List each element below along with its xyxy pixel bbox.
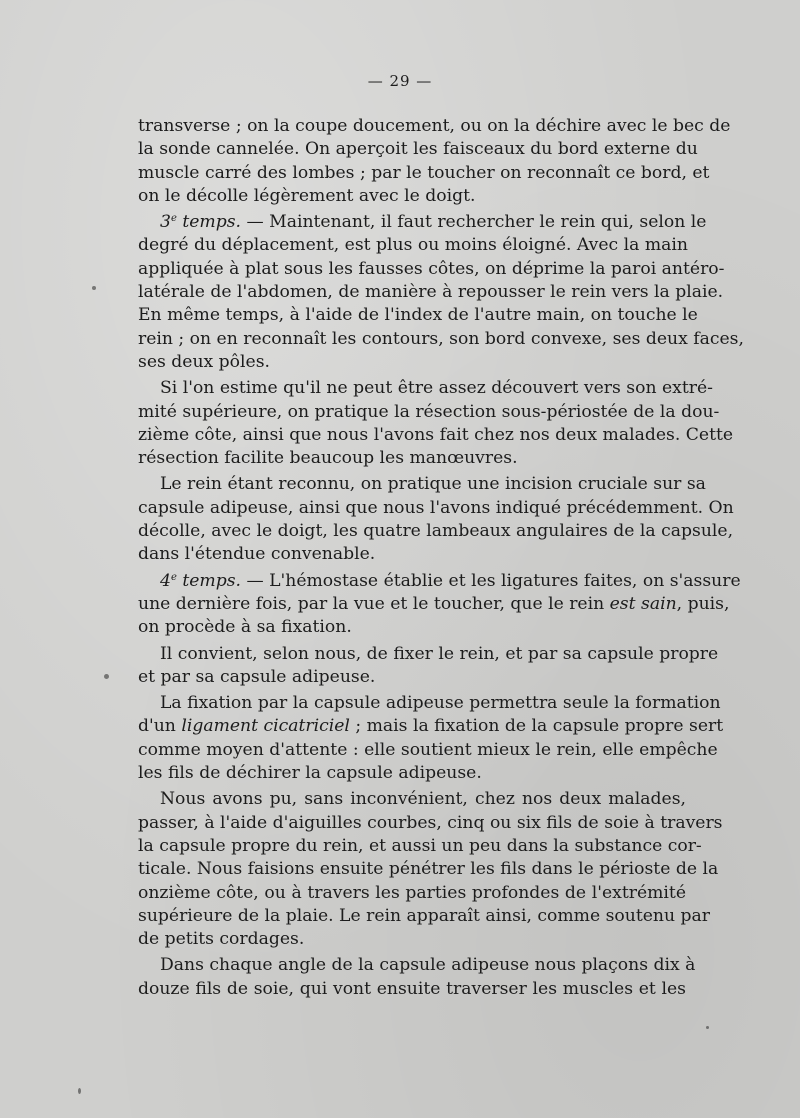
- text-run: capsule adipeuse, ainsi que nous l'avons indiqué précédemment. On: [138, 497, 734, 518]
- text-run: Il convient, selon nous, de fixer le rein, et par sa capsule propre: [160, 643, 719, 664]
- text-line: [138, 692, 721, 715]
- text-line: [138, 666, 686, 689]
- text-line: [138, 351, 686, 374]
- text-run: et par sa capsule adipeuse.: [138, 666, 376, 687]
- text-line: [138, 739, 718, 762]
- body-text: [138, 115, 744, 1001]
- text-run: Dans chaque angle de la capsule adipeuse nous plaçons dix à: [160, 955, 696, 976]
- text-line: [138, 185, 686, 208]
- paragraph: [138, 643, 719, 690]
- text-run: Le rein étant reconnu, on pratique une incision cruciale sur sa: [160, 474, 706, 495]
- text-run: zième côte, ainsi que nous l'avons fait chez nos deux malades. Cette: [138, 424, 734, 445]
- text-run: passer, à l'aide d'aiguilles courbes, cinq ou six fils de soie à travers: [138, 812, 723, 833]
- text-run: une dernière fois, par la vue et le toucher, que le rein: [138, 593, 610, 614]
- text-run: Si l'on estime qu'il ne peut être assez découvert vers son extré-: [160, 378, 713, 399]
- text-line: [138, 643, 719, 666]
- text-line: [138, 543, 686, 566]
- text-run: En même temps, à l'aide de l'index de l'autre main, on touche le: [138, 305, 698, 326]
- text-run: ticale. Nous faisions ensuite pénétrer les fils dans le périoste de la: [138, 859, 719, 880]
- text-run: , puis,: [676, 593, 730, 614]
- text-run: décolle, avec le doigt, les quatre lambeaux angulaires de la capsule,: [138, 521, 734, 542]
- paragraph: [138, 377, 734, 470]
- text-run: rein ; on en reconnaît les contours, son bord convexe, ses deux faces,: [138, 328, 744, 349]
- text-line: [138, 162, 710, 185]
- paragraph: [138, 570, 741, 640]
- text-line: [138, 281, 724, 304]
- text-run: on procède à sa fixation.: [138, 617, 352, 638]
- paper-speck: [706, 1026, 709, 1029]
- text-run: mité supérieure, on pratique la résection sous-périostée de la dou-: [138, 401, 720, 422]
- section-step-label: 4e temps.: [160, 570, 241, 591]
- text-line: [138, 497, 734, 520]
- text-line: [138, 424, 734, 447]
- paragraph: [138, 692, 724, 785]
- paragraph: [138, 211, 744, 374]
- paragraph: [138, 115, 731, 208]
- text-line: [138, 328, 744, 351]
- text-line: [138, 593, 730, 616]
- text-line: [138, 788, 686, 811]
- text-run: comme moyen d'attente : elle soutient mieux le rein, elle empêche: [138, 739, 718, 760]
- text-run: ses deux pôles.: [138, 351, 270, 372]
- text-run: de petits cordages.: [138, 929, 305, 950]
- text-run: degré du déplacement, est plus ou moins éloigné. Avec la main: [138, 235, 688, 256]
- text-run: dans l'étendue convenable.: [138, 544, 376, 565]
- text-line: [138, 835, 702, 858]
- section-step-label: 3e temps.: [160, 212, 241, 233]
- text-line: [138, 954, 696, 977]
- text-run: la sonde cannelée. On aperçoit les faisceaux du bord externe du: [138, 139, 698, 160]
- text-line: [138, 138, 698, 161]
- text-line: [138, 616, 686, 639]
- text-run: d'un: [138, 716, 182, 737]
- text-run: transverse ; on la coupe doucement, ou on la déchire avec le bec de: [138, 116, 731, 136]
- text-run: — L'hémostase établie et les ligatures faites, on s'assure: [241, 570, 741, 591]
- text-line: [138, 520, 734, 543]
- text-line: [138, 928, 686, 951]
- text-run: appliquée à plat sous les fausses côtes, on déprime la paroi antéro-: [138, 258, 725, 279]
- text-run: — Maintenant, il faut rechercher le rein qui, selon le: [241, 212, 707, 233]
- text-line: [138, 858, 719, 881]
- text-line: [138, 473, 706, 496]
- paper-speck: [78, 1088, 81, 1094]
- page-number: — 29 —: [367, 72, 433, 90]
- text-run: onzième côte, ou à travers les parties profondes de l'extrémité: [138, 882, 686, 903]
- text-run: latérale de l'abdomen, de manière à repousser le rein vers la plaie.: [138, 282, 724, 303]
- paragraph: [138, 473, 734, 566]
- paper-speck: [104, 674, 109, 679]
- text-line: [138, 978, 686, 1001]
- text-line: [138, 377, 713, 400]
- paper-speck: [92, 286, 96, 290]
- text-line: [138, 905, 710, 928]
- text-line: [138, 211, 707, 234]
- paragraph: [138, 954, 696, 1001]
- text-run: La fixation par la capsule adipeuse permettra seule la formation: [160, 693, 721, 714]
- text-run: les fils de déchirer la capsule adipeuse.: [138, 763, 482, 784]
- text-line: [138, 304, 698, 327]
- text-line: [138, 401, 720, 424]
- text-line: [138, 447, 686, 470]
- text-line: [138, 115, 731, 138]
- text-run: douze fils de soie, qui vont ensuite traverser les muscles et les: [138, 978, 686, 999]
- text-line: [138, 882, 686, 905]
- text-line: [138, 812, 723, 835]
- italic-term: ligament cicatriciel: [181, 716, 350, 737]
- italic-term: est sain: [609, 593, 677, 614]
- text-run: la capsule propre du rein, et aussi un peu dans la substance cor-: [138, 835, 702, 856]
- text-line: [138, 715, 724, 738]
- text-run: résection facilite beaucoup les manœuvres.: [138, 448, 518, 469]
- text-run: Nous avons pu, sans inconvénient, chez nos deux malades,: [160, 789, 686, 810]
- text-line: [138, 570, 741, 593]
- text-line: [138, 762, 686, 785]
- text-run: ; mais la fixation de la capsule propre sert: [349, 716, 724, 737]
- text-line: [138, 258, 725, 281]
- text-run: supérieure de la plaie. Le rein apparaît ainsi, comme soutenu par: [138, 905, 710, 926]
- paragraph: [138, 788, 723, 951]
- text-line: [138, 234, 686, 257]
- text-run: on le décolle légèrement avec le doigt.: [138, 185, 476, 206]
- text-run: muscle carré des lombes ; par le toucher on reconnaît ce bord, et: [138, 162, 710, 183]
